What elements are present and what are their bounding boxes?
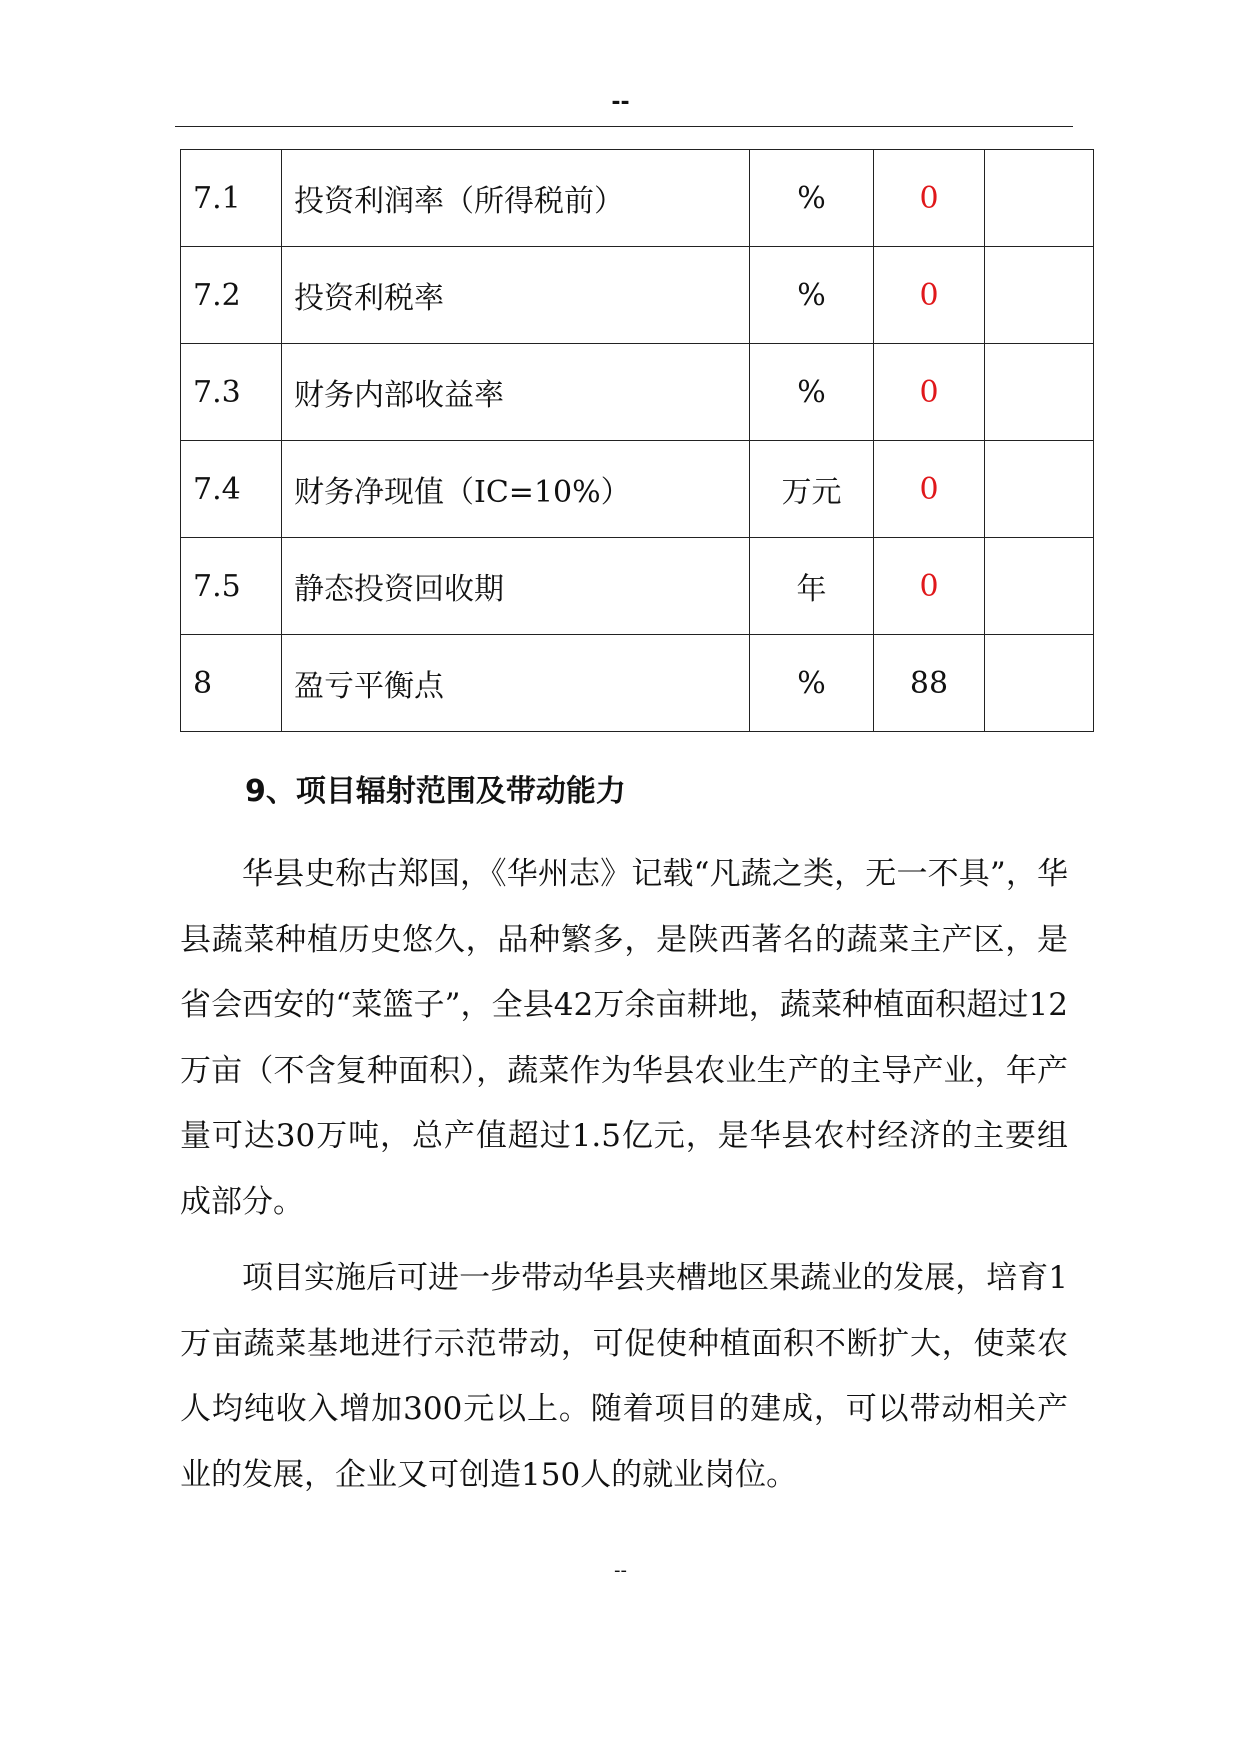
section-heading: 9、项目辐射范围及带动能力 — [245, 774, 626, 809]
row-indicator-name: 静态投资回收期 — [282, 538, 750, 635]
row-number: 8 — [181, 635, 282, 732]
row-value: 0 — [874, 344, 985, 441]
table-row — [181, 344, 1094, 441]
header-mark: -- — [611, 90, 630, 115]
header-rule — [175, 126, 1073, 127]
footer-mark: -- — [614, 1560, 627, 1581]
row-unit: % — [750, 150, 874, 247]
table-row — [181, 635, 1094, 732]
row-unit: 万元 — [750, 441, 874, 538]
row-indicator-name: 财务净现值（IC=10%） — [282, 441, 750, 538]
row-number: 7.2 — [181, 247, 282, 344]
body-paragraph: 项目实施后可进一步带动华县夹槽地区果蔬业的发展，培育1万亩蔬菜基地进行示范带动，可促使种植面积不断扩大，使菜农人均纯收入增加300元以上。随着项目的建成，可以带动相关产业的发展，企业又可创造150人的就业岗位。 — [180, 1260, 1068, 1493]
row-value: 0 — [874, 441, 985, 538]
row-value: 0 — [874, 150, 985, 247]
table-row — [181, 538, 1094, 635]
row-unit: % — [750, 635, 874, 732]
row-value: 88 — [874, 635, 985, 732]
financial-indicators-table — [180, 149, 1094, 732]
row-indicator-name: 财务内部收益率 — [282, 344, 750, 441]
row-number: 7.1 — [181, 150, 282, 247]
row-note — [985, 635, 1094, 732]
row-note — [985, 150, 1094, 247]
row-unit: % — [750, 344, 874, 441]
row-number: 7.5 — [181, 538, 282, 635]
body-paragraph: 华县史称古郑国，《华州志》记载“凡蔬之类，无一不具”，华县蔬菜种植历史悠久，品种繁多，是陕西著名的蔬菜主产区，是省会西安的“菜篮子”，全县42万余亩耕地，蔬菜种植面积超过12万亩（不含复种面积），蔬菜作为华县农业生产的主导产业，年产量可达30万吨，总产值超过1.5亿元，是华县农村经济的主要组成部分。 — [180, 856, 1068, 1220]
row-note — [985, 247, 1094, 344]
table-row — [181, 441, 1094, 538]
row-value: 0 — [874, 247, 985, 344]
row-unit: % — [750, 247, 874, 344]
table-row — [181, 150, 1094, 247]
row-number: 7.4 — [181, 441, 282, 538]
row-number: 7.3 — [181, 344, 282, 441]
row-indicator-name: 投资利润率（所得税前） — [282, 150, 750, 247]
row-note — [985, 441, 1094, 538]
table-row — [181, 247, 1094, 344]
row-note — [985, 344, 1094, 441]
row-note — [985, 538, 1094, 635]
row-indicator-name: 盈亏平衡点 — [282, 635, 750, 732]
row-unit: 年 — [750, 538, 874, 635]
row-indicator-name: 投资利税率 — [282, 247, 750, 344]
row-value: 0 — [874, 538, 985, 635]
